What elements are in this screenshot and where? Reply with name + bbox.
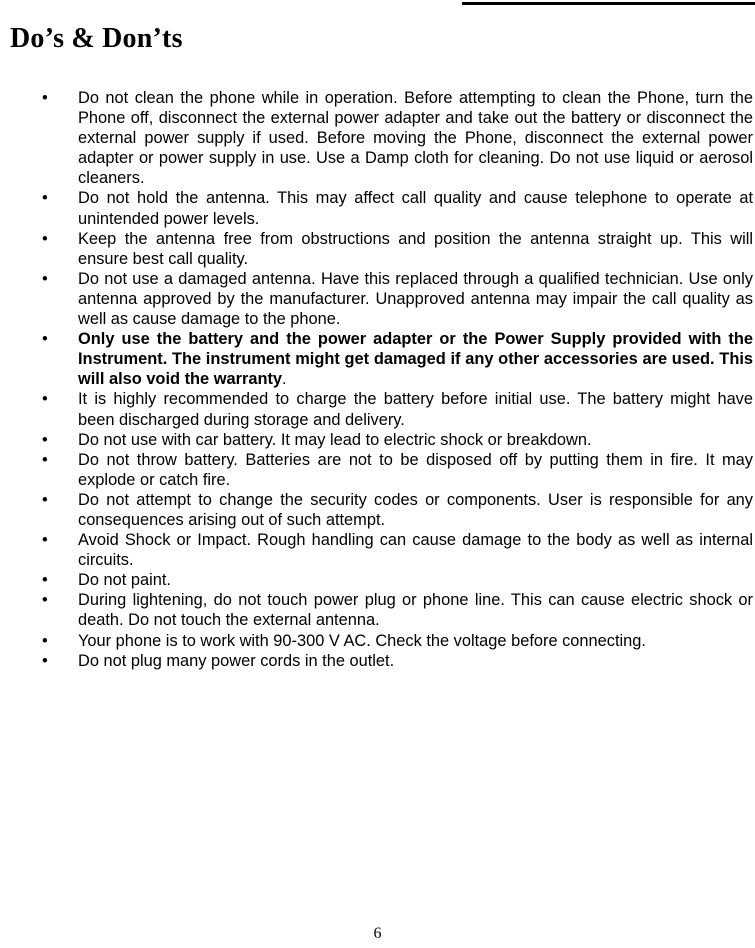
list-item xyxy=(0,430,755,450)
list-item xyxy=(0,389,755,429)
bullet-point-icon: • xyxy=(42,189,48,208)
list-item xyxy=(0,490,755,530)
bullet-point-icon: • xyxy=(42,430,48,449)
list-item-text: Do not attempt to change the security codes or components. User is responsible for any consequences arising out of such attempt. xyxy=(78,490,753,529)
header-divider-rule xyxy=(462,2,755,5)
bullet-point-icon: • xyxy=(42,571,48,590)
list-item-text: Do not throw battery. Batteries are not to be disposed off by putting them in fire. It may explode or catch fire. xyxy=(78,450,753,489)
list-item xyxy=(0,188,755,228)
dos-and-donts-list xyxy=(0,88,755,671)
bullet-point-icon: • xyxy=(42,490,48,509)
list-item xyxy=(0,88,755,188)
bullet-point-icon: • xyxy=(42,89,48,107)
bullet-point-icon: • xyxy=(42,591,48,610)
page-number: 6 xyxy=(373,925,382,942)
list-item xyxy=(0,269,755,329)
list-item-text: Keep the antenna free from obstructions and position the antenna straight up. This will ensure best call quality. xyxy=(78,229,753,268)
list-item-text: Your phone is to work with 90-300 V AC. Check the voltage before connecting. xyxy=(78,631,646,650)
list-item xyxy=(0,590,755,630)
list-item-text: Do not clean the phone while in operation. Before attempting to clean the Phone, turn the Phone off, disconnect the external power adapter and take out the battery or disconnect the external power supply if used. Before moving the Phone, disconnect the external power adapter or power supply in use. Use a Damp cloth for cleaning. Do not use liquid or aerosol cleaners. xyxy=(78,89,753,188)
list-item-text: During lightening, do not touch power plug or phone line. This can cause electric shock or death. Do not touch the external antenna. xyxy=(78,591,753,630)
list-item-text: Do not paint. xyxy=(78,571,171,590)
header-rule-container xyxy=(0,0,755,10)
list-item xyxy=(0,631,755,651)
list-item xyxy=(0,530,755,570)
list-item-trailing-text: . xyxy=(282,370,287,389)
page-title: Do’s & Don’ts xyxy=(10,23,183,54)
bullet-point-icon: • xyxy=(42,651,48,670)
list-item-text: It is highly recommended to charge the battery before initial use. The battery might have been discharged during storage and delivery. xyxy=(78,390,753,429)
list-item-bold-text: Only use the battery and the power adapter or the Power Supply provided with the Instrument. The instrument might get damaged if any other accessories are used. This will also void the warranty xyxy=(78,330,753,389)
bullet-point-icon: • xyxy=(42,390,48,409)
list-item xyxy=(0,651,755,671)
list-item-text: Do not hold the antenna. This may affect call quality and cause telephone to operate at unintended power levels. xyxy=(78,189,753,228)
list-item xyxy=(0,329,755,389)
list-item-text: Do not plug many power cords in the outlet. xyxy=(78,651,395,670)
list-item-text: Do not use with car battery. It may lead to electric shock or breakdown. xyxy=(78,430,592,449)
list-item-text: Avoid Shock or Impact. Rough handling can cause damage to the body as well as internal circuits. xyxy=(78,531,753,570)
list-item-text xyxy=(78,329,753,389)
list-item xyxy=(0,570,755,590)
list-item xyxy=(0,450,755,490)
list-item-text: Do not use a damaged antenna. Have this replaced through a qualified technician. Use only antenna approved by the manufacturer. Unapproved antenna may impair the call quality as well as cause damage to the phone. xyxy=(78,269,753,329)
bullet-point-icon: • xyxy=(42,229,48,248)
bullet-point-icon: • xyxy=(42,531,48,550)
list-item xyxy=(0,229,755,269)
bullet-point-icon: • xyxy=(42,269,48,288)
bullet-point-icon: • xyxy=(42,450,48,469)
bullet-point-icon: • xyxy=(42,631,48,650)
bullet-point-icon: • xyxy=(42,330,48,349)
